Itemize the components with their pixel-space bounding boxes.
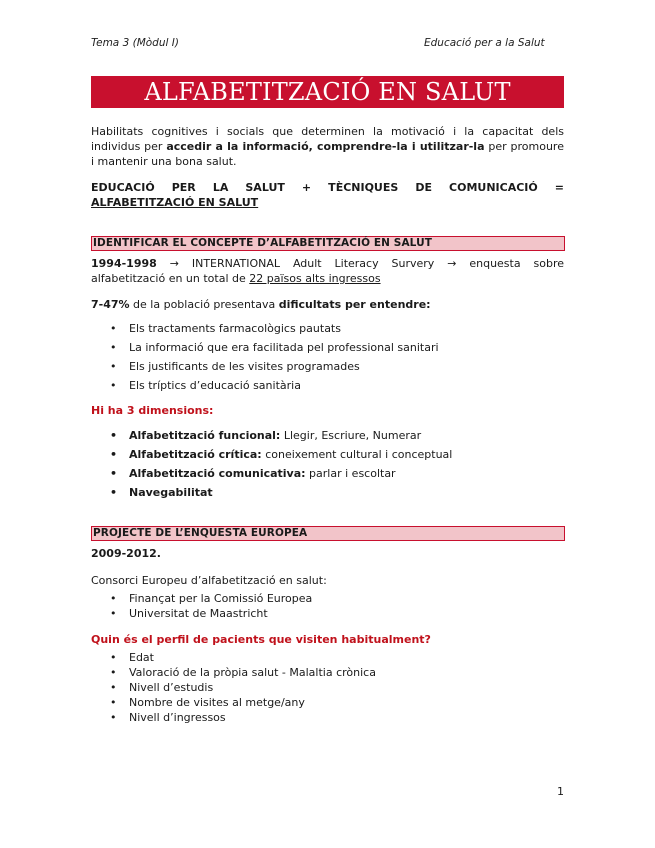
bullet-icon: • (110, 341, 117, 354)
bullet-icon: • (110, 379, 117, 392)
bullet-icon: • (110, 696, 117, 709)
survey-paragraph (91, 256, 564, 286)
stat-paragraph (91, 297, 564, 312)
bullet-icon: • (110, 607, 117, 620)
header-left: Tema 3 (Mòdul I) (91, 37, 179, 49)
stat-text: de la població presentava (129, 298, 279, 311)
bullet-icon: • (110, 467, 118, 480)
stat-bold: dificultats per entendre: (278, 298, 431, 311)
survey-text: → INTERNATIONAL Adult Literacy Survery → enquesta sobre alfabetització en un total de (91, 257, 564, 285)
profile-question: Quin és el perfil de pacients que visiten habitualment? (91, 633, 431, 646)
stat-pct: 7-47% (91, 298, 130, 311)
page-number: 1 (557, 785, 564, 798)
section-heading-concept: IDENTIFICAR EL CONCEPTE D’ALFABETITZACIÓ EN SALUT (91, 236, 565, 251)
header-right: Educació per a la Salut (424, 37, 545, 49)
section-heading-survey: PROJECTE DE L’ENQUESTA EUROPEA (91, 526, 565, 541)
survey-years: 1994-1998 (91, 257, 157, 270)
survey-countries: 22 països alts ingressos (249, 272, 381, 285)
page-title: ALFABETITZACIÓ EN SALUT (91, 76, 564, 108)
intro-text-2: per promoure i mantenir una bona salut. (91, 140, 564, 168)
dimensions-heading: Hi ha 3 dimensions: (91, 404, 214, 417)
bullet-icon: • (110, 322, 117, 335)
bullet-icon: • (110, 666, 117, 679)
bullet-icon: • (110, 681, 117, 694)
project-years: 2009-2012. (91, 547, 161, 560)
formula-result: ALFABETITZACIÓ EN SALUT (91, 196, 259, 209)
bullet-icon: • (110, 360, 117, 373)
formula-paragraph (91, 180, 564, 210)
bullet-icon: • (110, 592, 117, 605)
bullet-icon: • (110, 486, 118, 499)
bullet-icon: • (110, 651, 117, 664)
consortium-text: Consorci Europeu d’alfabetització en salut: (91, 574, 327, 587)
intro-paragraph (91, 124, 564, 169)
bullet-icon: • (110, 429, 118, 442)
intro-text-1: Habilitats cognitives i socials que determinen la motivació i la capacitat dels individus per (91, 125, 564, 153)
formula-text: EDUCACIÓ PER LA SALUT + TÈCNIQUES DE COMUNICACIÓ = (91, 181, 564, 194)
intro-bold: accedir a la informació, comprendre-la i utilitzar-la (166, 140, 485, 153)
bullet-icon: • (110, 711, 117, 724)
bullet-icon: • (110, 448, 118, 461)
